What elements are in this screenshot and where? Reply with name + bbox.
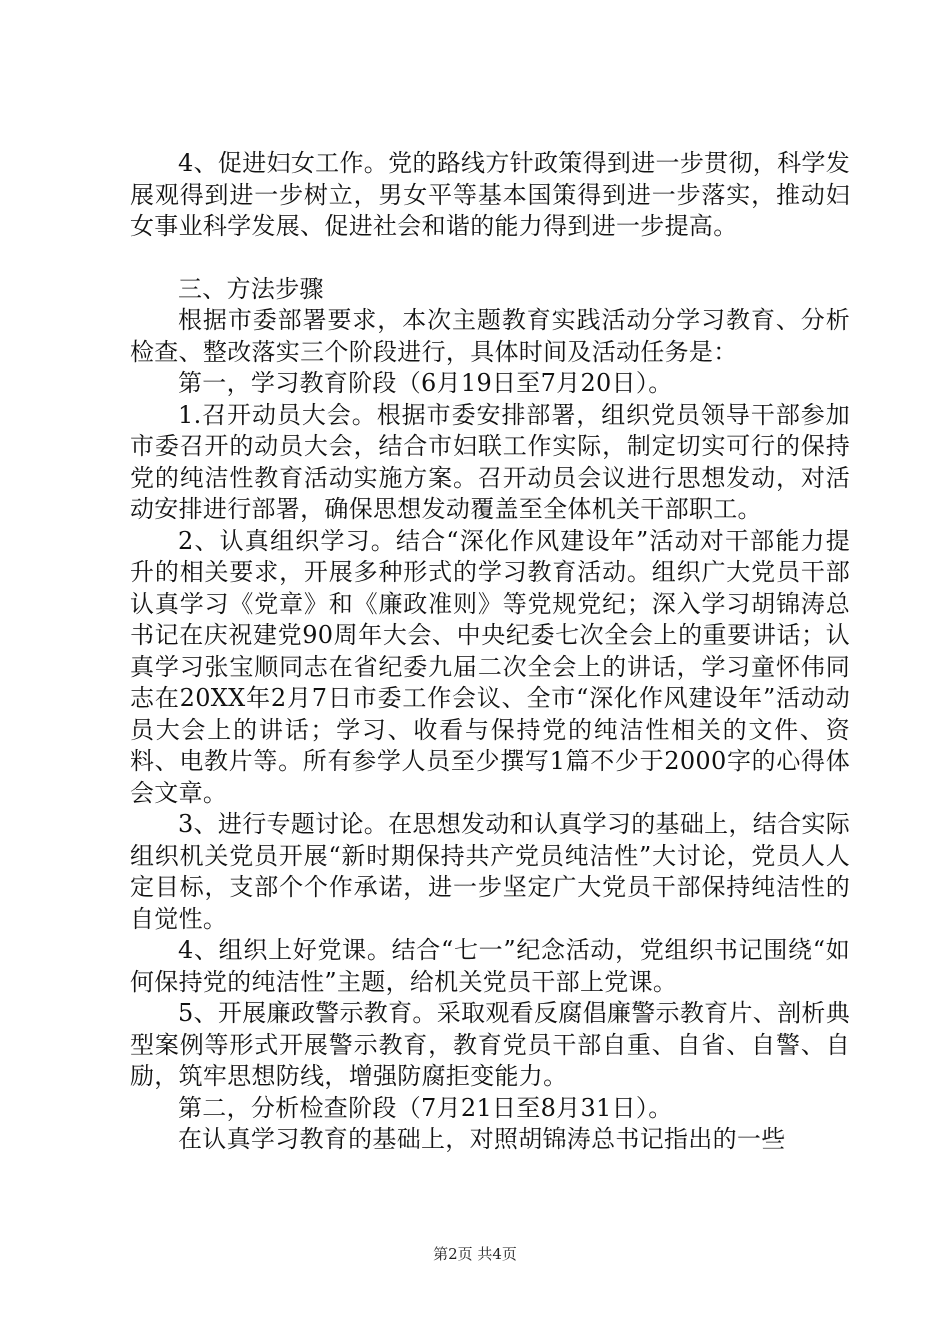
paragraph-analysis: 在认真学习教育的基础上，对照胡锦涛总书记指出的一些 xyxy=(178,1125,786,1153)
paragraph-party-lesson: 4、组织上好党课。结合“七一”纪念活动，党组织书记围绕“如何保持党的纯洁性”主题，给机关党员干部上党课。 xyxy=(130,936,850,996)
paragraph-warning-education: 5、开展廉政警示教育。采取观看反腐倡廉警示教育片、剖析典型案例等形式开展警示教育，教育党员干部自重、自省、自警、自励，筑牢思想防线，增强防腐拒变能力。 xyxy=(130,999,850,1090)
document-body xyxy=(130,148,850,1156)
paragraph-mobilization: 1.召开动员大会。根据市委安排部署，组织党员领导干部参加市委召开的动员大会，结合市妇联工作实际，制定切实可行的保持党的纯洁性教育活动实施方案。召开动员会议进行思想发动，对活动安排进行部署，确保思想发动覆盖至全体机关干部职工。 xyxy=(130,400,850,523)
paragraph-intro: 根据市委部署要求，本次主题教育实践活动分学习教育、分析检查、整改落实三个阶段进行，具体时间及活动任务是： xyxy=(130,306,850,366)
paragraph-women-work: 4、促进妇女工作。党的路线方针政策得到进一步贯彻，科学发展观得到进一步树立，男女平等基本国策得到进一步落实，推动妇女事业科学发展、促进社会和谐的能力得到进一步提高。 xyxy=(130,149,850,240)
section-heading: 三、方法步骤 xyxy=(178,274,324,303)
page-footer: 第2页 共4页 xyxy=(433,1245,517,1263)
paragraph-stage-two: 第二，分析检查阶段（7月21日至8月31日）。 xyxy=(178,1093,673,1122)
paragraph-stage-one: 第一，学习教育阶段（6月19日至7月20日）。 xyxy=(178,369,673,397)
paragraph-gap xyxy=(130,243,850,274)
paragraph-discussion: 3、进行专题讨论。在思想发动和认真学习的基础上，结合实际组织机关党员开展“新时期保持共产党员纯洁性”大讨论，党员人人定目标，支部个个作承诺，进一步坚定广大党员干部保持纯洁性的自觉性。 xyxy=(130,810,850,933)
paragraph-study: 2、认真组织学习。结合“深化作风建设年”活动对干部能力提升的相关要求，开展多种形式的学习教育活动。组织广大党员干部认真学习《党章》和《廉政准则》等党规党纪；深入学习胡锦涛总书记在庆祝建党90周年大会、中央纪委七次全会上的重要讲话；认真学习张宝顺同志在省纪委九届二次全会上的讲话，学习童怀伟同志在20XX年2月7日市委工作会议、全市“深化作风建设年”活动动员大会上的讲话；学习、收看与保持党的纯洁性相关的文件、资料、电教片等。所有参学人员至少撰写1篇不少于2000字的心得体会文章。 xyxy=(130,526,850,807)
